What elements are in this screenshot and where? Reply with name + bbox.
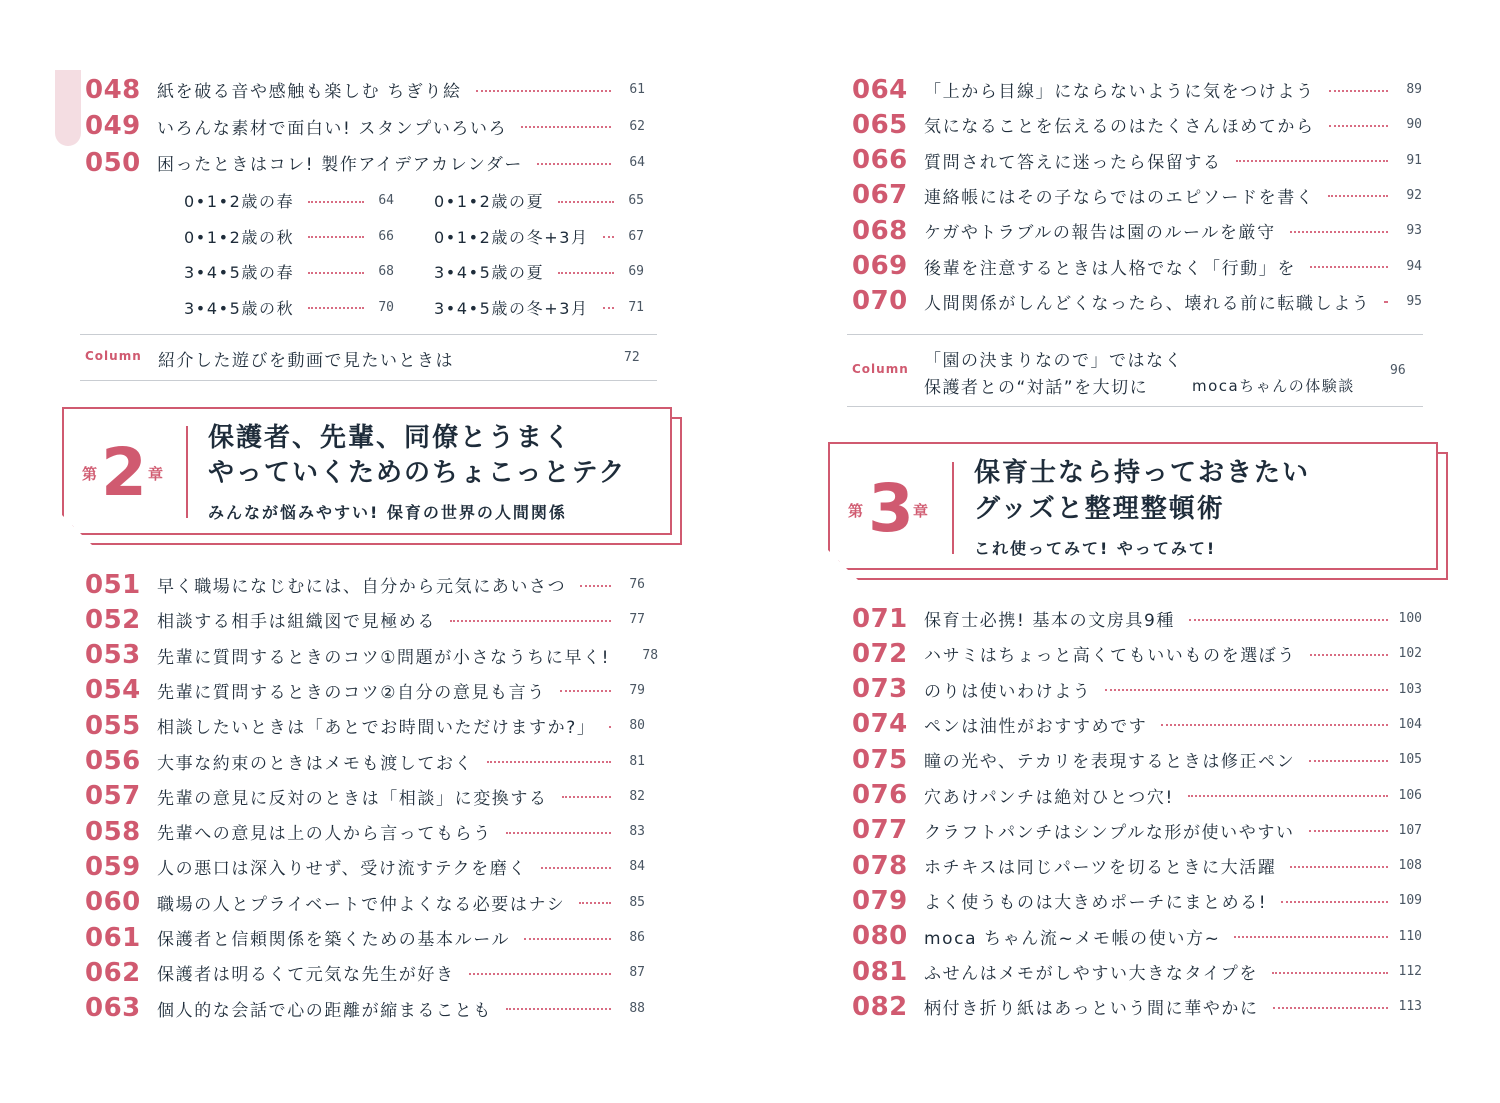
entry-number: 053 xyxy=(85,640,141,671)
entry-title: 質問されて答えに迷ったら保留する xyxy=(924,152,1222,173)
entry-title: ペンは油性がおすすめです xyxy=(924,716,1148,737)
chapter-subtitle: みんなが悩みやすい! 保育の世界の人間関係 xyxy=(208,503,567,522)
entry-page: 64 xyxy=(629,155,645,170)
dot-leader xyxy=(1384,301,1388,303)
subentry-page: 71 xyxy=(628,299,644,315)
chapter-divider xyxy=(952,462,954,554)
entry-page: 109 xyxy=(1398,893,1422,909)
entry-page: 112 xyxy=(1398,964,1422,979)
entry-title: 困ったときはコレ! 製作アイデアカレンダー xyxy=(157,155,524,175)
dot-leader xyxy=(541,867,611,869)
dot-leader xyxy=(1234,936,1388,938)
entry-title: moca ちゃん流~メモ帳の使い方~ xyxy=(924,928,1221,949)
entry-title: 保育士必携! 基本の文房具9種 xyxy=(924,611,1176,631)
entry-page: 79 xyxy=(629,682,645,698)
entry-number: 075 xyxy=(852,744,908,775)
entry-page: 107 xyxy=(1398,822,1422,838)
entry-title: 柄付き折り紙はあっという間に華やかに xyxy=(924,999,1259,1020)
entry-page: 100 xyxy=(1398,611,1422,626)
entry-number: 069 xyxy=(852,251,908,281)
toc-subentry[interactable] xyxy=(184,290,394,325)
dot-leader xyxy=(579,902,611,904)
entry-title: 気になることを伝えるのはたくさんほめてから xyxy=(924,117,1315,138)
chapter-number: 2 xyxy=(101,434,147,511)
column-page: 72 xyxy=(624,350,640,365)
entry-number: 078 xyxy=(852,850,908,881)
entry-title: 紙を破る音や感触も楽しむ ちぎり絵 xyxy=(157,82,462,102)
entry-page: 81 xyxy=(629,753,645,769)
entry-title: 先輩に質問するときのコツ②自分の意見も言う xyxy=(157,682,546,703)
entry-number: 061 xyxy=(85,922,141,953)
entry-title: クラフトパンチはシンプルな形が使いやすい xyxy=(924,822,1295,843)
dot-leader xyxy=(506,1008,611,1010)
dot-leader xyxy=(521,126,611,128)
column-label: Column xyxy=(852,362,909,376)
subentry-page: 67 xyxy=(628,228,644,244)
dot-leader xyxy=(308,272,364,274)
toc-entry[interactable] xyxy=(852,707,1422,742)
dot-leader xyxy=(1309,760,1388,762)
subentry-page: 69 xyxy=(628,264,644,279)
entry-title: のりは使いわけよう xyxy=(924,681,1092,702)
entry-title: ハサミはちょっと高くてもいいものを選ぼう xyxy=(924,646,1296,667)
entry-title: 「上から目線」にならないように気をつけよう xyxy=(924,82,1315,102)
dot-leader xyxy=(1236,160,1388,162)
entry-page: 77 xyxy=(629,612,645,628)
entry-page: 76 xyxy=(629,577,645,592)
entry-number: 071 xyxy=(852,603,908,634)
entry-page: 89 xyxy=(1406,82,1422,97)
entry-title: 先輩に質問するときのコツ①問題が小さなうちに早く! xyxy=(157,647,611,668)
toc-entry[interactable] xyxy=(852,813,1422,848)
entry-page: 102 xyxy=(1398,646,1422,662)
entry-title: 先輩への意見は上の人から言ってもらう xyxy=(157,824,492,845)
toc-entry[interactable] xyxy=(852,778,1422,813)
subentry-page: 68 xyxy=(378,264,394,279)
entry-number: 072 xyxy=(852,638,908,669)
dot-leader xyxy=(1290,866,1388,868)
entry-page: 62 xyxy=(629,118,645,134)
entry-title: 保護者は明るくて元気な先生が好き xyxy=(157,965,455,986)
entry-page: 94 xyxy=(1406,258,1422,274)
chapter-suffix: 章 xyxy=(913,502,929,520)
chapter-title-line1: 保育士なら持っておきたい xyxy=(974,458,1311,488)
dot-leader xyxy=(1105,689,1388,691)
entry-number: 073 xyxy=(852,674,908,705)
entry-title: 個人的な会話で心の距離が縮まることも xyxy=(157,1000,492,1021)
toc-subentry[interactable] xyxy=(434,183,644,218)
dot-leader xyxy=(1310,654,1388,656)
entry-title: ケガやトラブルの報告は園のルールを厳守 xyxy=(924,223,1276,244)
toc-entry[interactable] xyxy=(852,213,1422,248)
chapter-suffix: 章 xyxy=(148,465,164,483)
dot-leader xyxy=(469,973,611,975)
toc-entry[interactable] xyxy=(852,143,1422,178)
dot-leader xyxy=(1272,972,1388,974)
dot-leader xyxy=(476,90,611,92)
entry-page: 90 xyxy=(1406,117,1422,133)
dot-leader xyxy=(1329,125,1388,127)
chapter-divider xyxy=(186,426,188,518)
entry-number: 082 xyxy=(852,991,908,1022)
toc-entry[interactable] xyxy=(852,284,1422,319)
column-title-line1[interactable]: 「園の決まりなので」ではなく xyxy=(924,351,1183,371)
dot-leader xyxy=(558,201,614,203)
subentry-page: 65 xyxy=(628,193,644,208)
entry-title: いろんな素材で面白い! スタンプいろいろ xyxy=(157,118,508,139)
dot-leader xyxy=(1328,195,1388,197)
entry-title: 連絡帳にはその子ならではのエピソードを書く xyxy=(924,187,1315,208)
dot-leader xyxy=(450,620,611,622)
toc-entry[interactable] xyxy=(85,673,645,708)
toc-entry[interactable] xyxy=(852,954,1422,989)
entry-number: 079 xyxy=(852,885,908,916)
toc-subentry[interactable] xyxy=(184,183,394,218)
entry-page: 108 xyxy=(1398,858,1422,874)
entry-number: 054 xyxy=(85,675,141,706)
entry-number: 052 xyxy=(85,604,141,635)
column-label: Column xyxy=(85,349,142,363)
entry-number: 059 xyxy=(85,851,141,882)
toc-subentry[interactable] xyxy=(434,254,644,289)
entry-page: 95 xyxy=(1406,293,1422,309)
toc-entry[interactable] xyxy=(85,814,645,849)
dot-leader xyxy=(1273,1007,1388,1009)
entry-number: 056 xyxy=(85,746,141,776)
entry-title: 後輩を注意するときは人格でなく「行動」を xyxy=(924,258,1296,279)
toc-entry[interactable] xyxy=(85,849,645,884)
entry-number: 050 xyxy=(85,147,141,178)
entry-page: 80 xyxy=(629,718,645,734)
toc-entry[interactable] xyxy=(85,109,645,144)
entry-page: 110 xyxy=(1398,928,1422,944)
column-title[interactable]: 紹介した遊びを動画で見たいときは xyxy=(158,351,454,371)
entry-title: よく使うものは大きめポーチにまとめる! xyxy=(924,893,1268,914)
entry-title: 瞳の光や、テカリを表現するときは修正ペン xyxy=(924,752,1296,773)
subentry-title: 0•1•2歳の秋 xyxy=(184,227,295,247)
entry-number: 067 xyxy=(852,180,908,211)
dot-leader xyxy=(603,307,614,309)
entry-number: 080 xyxy=(852,921,908,952)
dot-leader xyxy=(487,761,611,763)
entry-page: 84 xyxy=(629,859,645,875)
dot-leader xyxy=(1329,90,1388,92)
toc-entry[interactable] xyxy=(852,249,1422,284)
subentry-title: 3•4•5歳の春 xyxy=(184,263,295,282)
subentry-title: 3•4•5歳の秋 xyxy=(184,298,295,318)
entry-number: 048 xyxy=(85,74,141,105)
entry-title: 相談する相手は組織図で見極める xyxy=(157,612,436,633)
entry-title: ホチキスは同じパーツを切るときに大活躍 xyxy=(924,858,1277,879)
dot-leader xyxy=(308,236,364,238)
chapter-number: 3 xyxy=(868,470,914,547)
toc-subentry[interactable] xyxy=(434,290,644,325)
subentry-title: 0•1•2歳の冬+3月 xyxy=(434,227,589,247)
subentry-title: 0•1•2歳の夏 xyxy=(434,192,545,211)
entry-title: 早く職場になじむには、自分から元気にあいさつ xyxy=(157,577,567,597)
entry-number: 055 xyxy=(85,710,141,741)
toc-entry[interactable] xyxy=(85,708,645,743)
entry-page: 87 xyxy=(629,965,645,981)
entry-title: 人の悪口は深入りせず、受け流すテクを磨く xyxy=(157,859,527,880)
entry-number: 068 xyxy=(852,215,908,246)
toc-entry[interactable] xyxy=(852,636,1422,671)
toc-entry[interactable] xyxy=(85,744,645,779)
entry-number: 062 xyxy=(85,957,141,988)
toc-entry[interactable] xyxy=(852,848,1422,883)
entry-page: 85 xyxy=(629,894,645,910)
entry-number: 081 xyxy=(852,956,908,987)
entry-title: 大事な約束のときはメモも渡しておく xyxy=(157,753,474,774)
entry-page: 113 xyxy=(1398,999,1422,1015)
entry-number: 076 xyxy=(852,780,908,810)
column-note: mocaちゃんの体験談 xyxy=(1192,377,1355,395)
entry-title: 穴あけパンチは絶対ひとつ穴! xyxy=(924,787,1174,808)
entry-page: 83 xyxy=(629,824,645,840)
toc-entry[interactable] xyxy=(85,638,659,673)
entry-title: 職場の人とプライベートで仲よくなる必要はナシ xyxy=(157,894,566,915)
entry-number: 065 xyxy=(852,109,908,140)
dot-leader xyxy=(1281,901,1388,903)
dot-leader xyxy=(1188,795,1388,797)
column-page: 96 xyxy=(1390,363,1406,378)
subentry-page: 64 xyxy=(378,193,394,208)
toc-entry[interactable] xyxy=(85,567,645,602)
entry-number: 077 xyxy=(852,815,908,846)
toc-subentry[interactable] xyxy=(184,254,394,289)
toc-entry[interactable] xyxy=(852,72,1422,107)
page-tab-marker xyxy=(55,70,81,146)
toc-entry[interactable] xyxy=(85,991,645,1026)
toc-entry[interactable] xyxy=(852,107,1422,142)
entry-number: 058 xyxy=(85,816,141,847)
dot-leader xyxy=(537,163,611,165)
chapter-title-line2: やっていくためのちょこっとテク xyxy=(208,458,627,488)
entry-title: ふせんはメモがしやすい大きなタイプを xyxy=(924,964,1258,984)
toc-entry[interactable] xyxy=(85,72,645,107)
dot-leader xyxy=(1309,830,1388,832)
entry-page: 88 xyxy=(629,1000,645,1016)
toc-entry[interactable] xyxy=(85,920,645,955)
toc-entry[interactable] xyxy=(85,955,645,990)
dot-leader xyxy=(560,690,611,692)
subentry-page: 70 xyxy=(378,299,394,315)
entry-page: 93 xyxy=(1406,223,1422,239)
toc-entry[interactable] xyxy=(852,883,1422,918)
dot-leader xyxy=(562,796,611,798)
toc-entry[interactable] xyxy=(852,672,1422,707)
entry-page: 82 xyxy=(629,788,645,804)
toc-subentry[interactable] xyxy=(434,219,644,254)
entry-title: 人間関係がしんどくなったら、壊れる前に転職しよう xyxy=(924,293,1371,314)
entry-number: 074 xyxy=(852,709,908,740)
toc-entry[interactable] xyxy=(852,178,1422,213)
entry-page: 103 xyxy=(1398,681,1422,697)
entry-page: 104 xyxy=(1398,716,1422,732)
toc-subentry[interactable] xyxy=(184,219,394,254)
entry-number: 070 xyxy=(852,286,908,317)
toc-entry[interactable] xyxy=(852,989,1422,1024)
toc-entry[interactable] xyxy=(852,601,1422,636)
entry-number: 051 xyxy=(85,569,141,600)
entry-number: 049 xyxy=(85,111,141,141)
dot-leader xyxy=(1290,231,1388,233)
entry-page: 106 xyxy=(1398,787,1422,803)
toc-entry[interactable] xyxy=(85,602,645,637)
toc-entry[interactable] xyxy=(852,742,1422,777)
chapter-title-line2: グッズと整理整頓術 xyxy=(974,494,1225,524)
dot-leader xyxy=(308,307,364,309)
chapter-prefix: 第 xyxy=(848,502,864,520)
entry-number: 060 xyxy=(85,887,141,918)
subentry-title: 3•4•5歳の夏 xyxy=(434,263,545,282)
toc-entry[interactable] xyxy=(85,779,645,814)
entry-number: 064 xyxy=(852,74,908,105)
entry-page: 78 xyxy=(642,647,659,663)
dot-leader xyxy=(506,832,611,834)
chapter-subtitle: これ使ってみて! やってみて! xyxy=(974,539,1217,558)
subentry-title: 3•4•5歳の冬+3月 xyxy=(434,298,589,318)
entry-page: 91 xyxy=(1406,152,1422,168)
entry-number: 066 xyxy=(852,145,908,176)
dot-leader xyxy=(609,726,611,728)
subentry-title: 0•1•2歳の春 xyxy=(184,192,295,211)
entry-page: 61 xyxy=(629,82,645,97)
chapter-prefix: 第 xyxy=(82,465,98,483)
subentry-page: 66 xyxy=(378,228,394,244)
dot-leader xyxy=(1310,266,1388,268)
toc-entry[interactable] xyxy=(85,145,645,180)
entry-page: 105 xyxy=(1398,752,1422,768)
toc-entry[interactable] xyxy=(852,919,1422,954)
entry-title: 先輩の意見に反対のときは「相談」に変換する xyxy=(157,788,548,809)
entry-title: 保護者と信頼関係を築くための基本ルール xyxy=(157,930,511,950)
toc-entry[interactable] xyxy=(85,885,645,920)
dot-leader xyxy=(1161,724,1388,726)
column-title-line2[interactable]: 保護者との“対話”を大切に xyxy=(924,378,1149,398)
dot-leader xyxy=(308,201,364,203)
dot-leader xyxy=(603,236,614,238)
dot-leader xyxy=(558,272,614,274)
dot-leader xyxy=(1189,619,1388,621)
chapter-title-line1: 保護者、先輩、同僚とうまく xyxy=(208,423,573,453)
entry-title: 相談したいときは「あとでお時間いただけますか?」 xyxy=(157,718,596,739)
entry-page: 86 xyxy=(629,930,645,945)
entry-number: 057 xyxy=(85,781,141,812)
dot-leader xyxy=(580,585,611,587)
dot-leader xyxy=(524,938,611,940)
entry-number: 063 xyxy=(85,993,141,1024)
entry-page: 92 xyxy=(1406,187,1422,203)
